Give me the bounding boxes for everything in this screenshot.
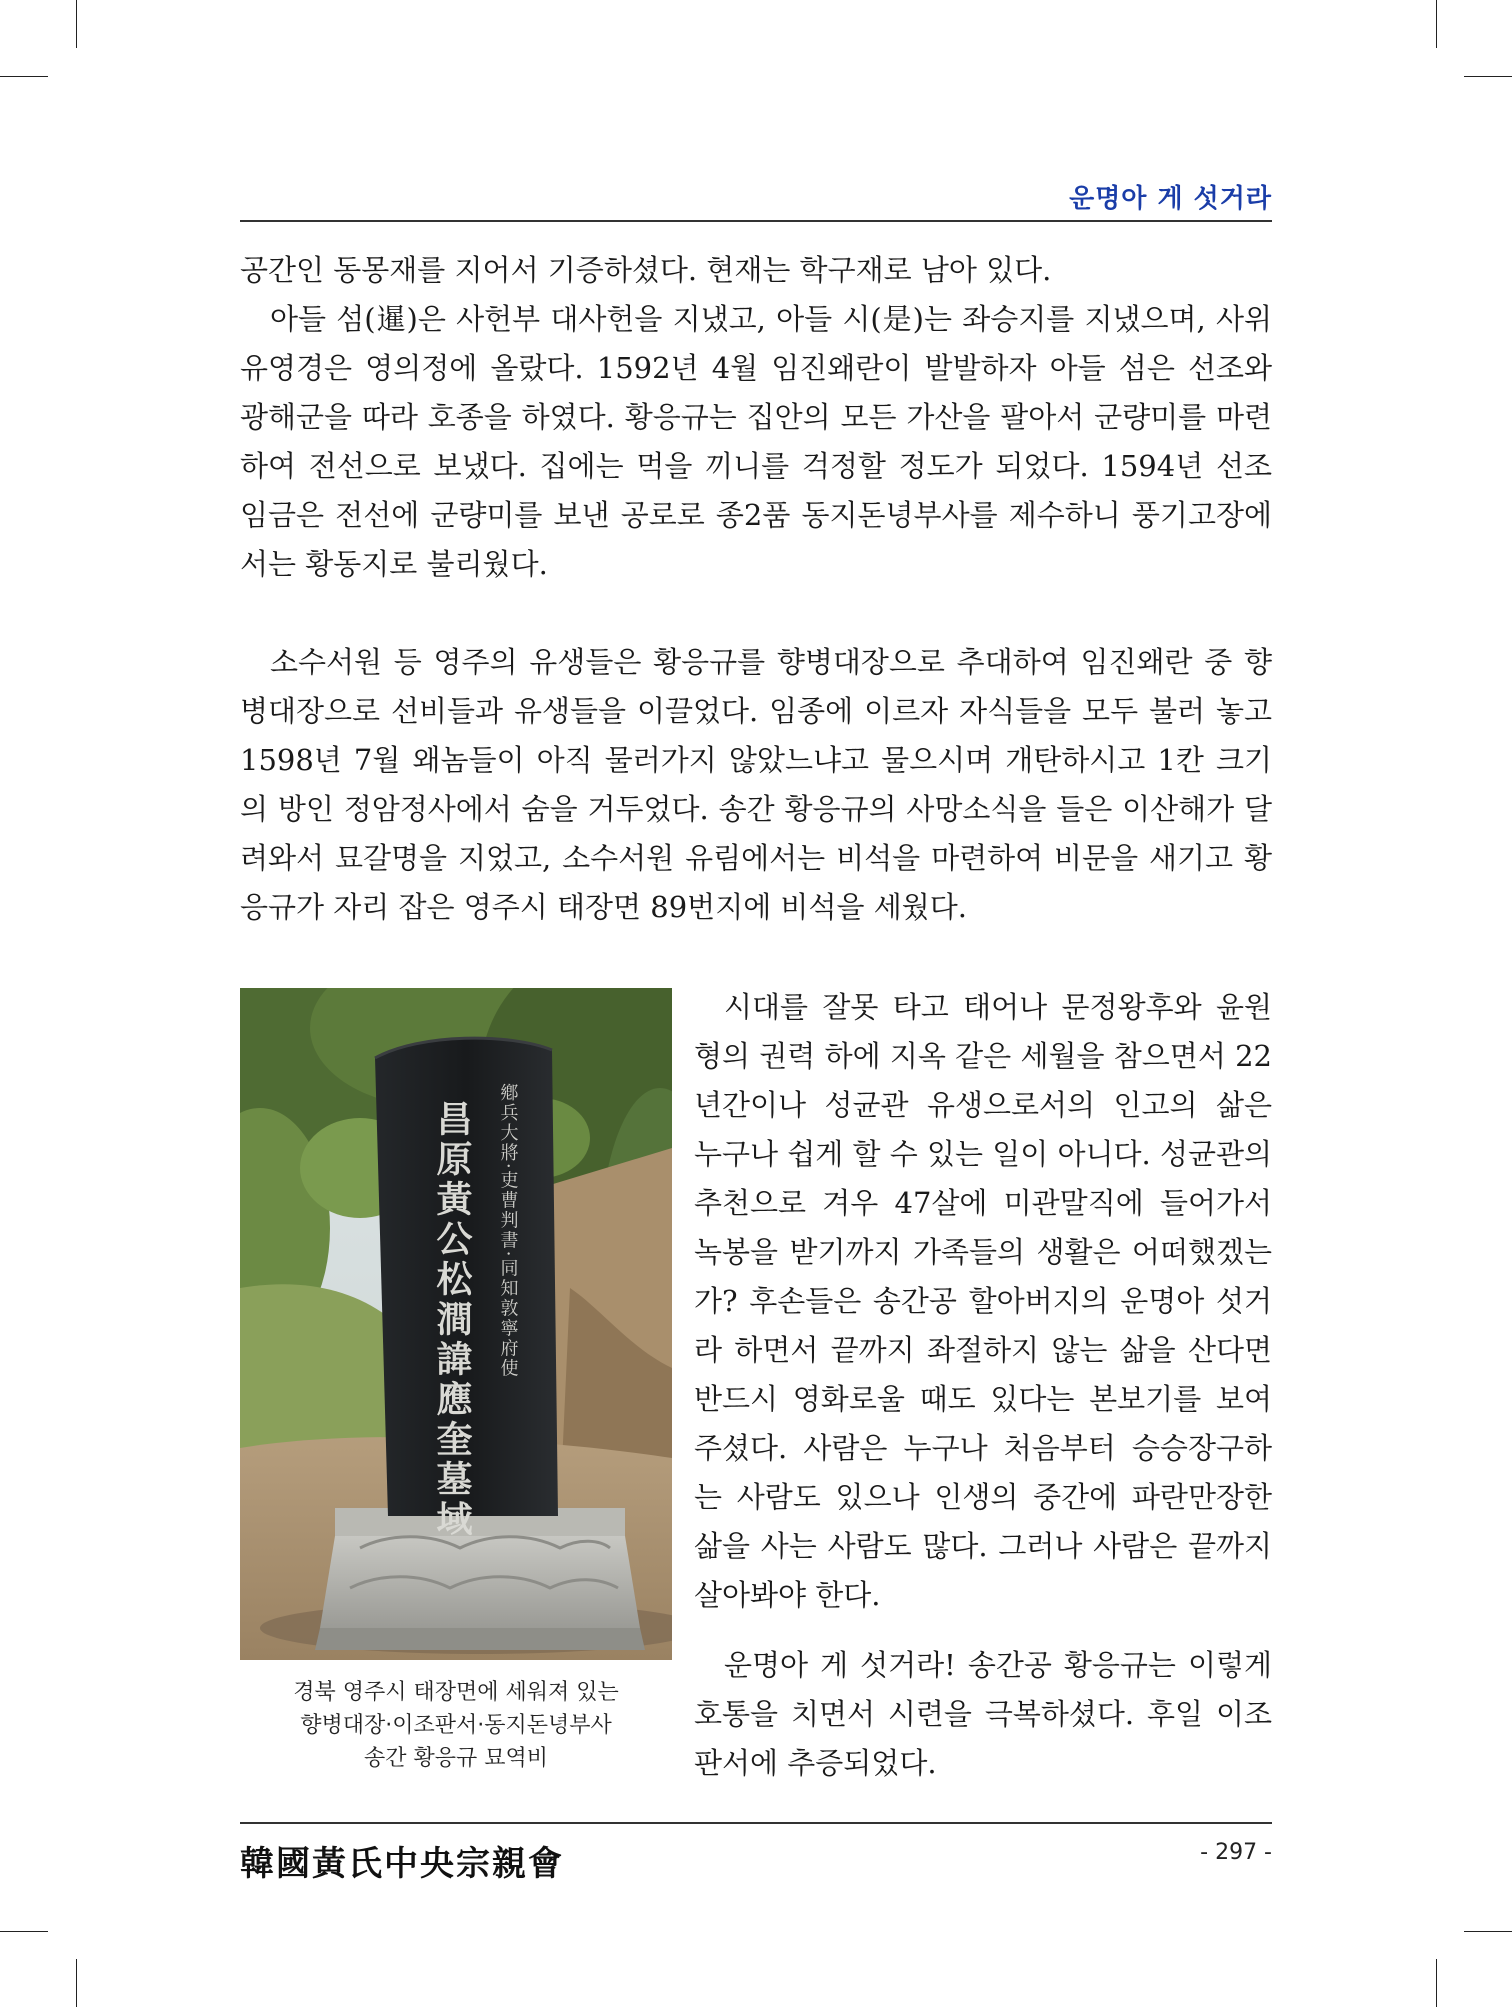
running-header-title: 운명아 게 섯거라: [1069, 184, 1272, 214]
body-text-upper: [240, 246, 1272, 589]
footer-organization: 韓國黃氏中央宗親會: [240, 1844, 564, 1884]
photo-caption: [240, 1676, 672, 1775]
footer-rule: [240, 1822, 1272, 1824]
caption-line: 경북 영주시 태장면에 세워져 있는: [293, 1680, 619, 1705]
inscription-side: 鄕兵大將·吏曹判書·同知敦寧府使: [497, 1083, 519, 1379]
memorial-stone-photo: [240, 988, 672, 1660]
crop-mark: [1464, 1931, 1512, 1932]
inscription-main: 昌原黃公松澗諱應奎墓域: [431, 1100, 473, 1540]
crop-mark: [0, 76, 48, 77]
caption-line: 송간 황응규 묘역비: [363, 1746, 548, 1771]
paragraph: 아들 섬(暹)은 사헌부 대사헌을 지냈고, 아들 시(是)는 좌승지를 지냈으며, 사위 유영경은 영의정에 올랐다. 1592년 4월 임진왜란이 발발하자 아들 섬은 선조와 광해군을 따라 호종을 하였다. 황응규는 집안의 모든 가산을 팔아서 군량미를 마련하여 전선으로 보냈다. 집에는 먹을 끼니를 걱정할 정도가 되었다. 1594년 선조 임금은 전선에 군량미를 보낸 공로로 종2품 동지돈녕부사를 제수하니 풍기고장에서는 황동지로 불리웠다.: [240, 302, 1272, 581]
paragraph: 운명아 게 섯거라! 송간공 황응규는 이렇게 호통을 치면서 시련을 극복하셨다. 후일 이조판서에 추증되었다.: [694, 1648, 1272, 1780]
paragraph: 소수서원 등 영주의 유생들은 황응규를 향병대장으로 추대하여 임진왜란 중 향병대장으로 선비들과 유생들을 이끌었다. 임종에 이르자 자식들을 모두 불러 놓고 1598년 7월 왜놈들이 아직 물러가지 않았느냐고 물으시며 개탄하시고 1칸 크기의 방인 정암정사에서 숨을 거두었다. 송간 황응규의 사망소식을 들은 이산해가 달려와서 묘갈명을 지었고, 소수서원 유림에서는 비석을 마련하여 비문을 새기고 황응규가 자리 잡은 영주시 태장면 89번지에 비석을 세웠다.: [240, 645, 1272, 924]
paragraph: 시대를 잘못 타고 태어나 문정왕후와 윤원형의 권력 하에 지옥 같은 세월을 참으면서 22년간이나 성균관 유생으로서의 인고의 삶은 누구나 쉽게 할 수 있는 일이 아니다. 성균관의 추천으로 겨우 47살에 미관말직에 들어가서 녹봉을 받기까지 가족들의 생활은 어떠했겠는가? 후손들은 송간공 할아버지의 운명아 섯거라 하면서 끝까지 좌절하지 않는 삶을 산다면 반드시 영화로울 때도 있다는 본보기를 보여 주셨다. 사람은 누구나 처음부터 승승장구하는 사람도 있으나 인생의 중간에 파란만장한 삶을 사는 사람도 많다. 그러나 사람은 끝까지 살아봐야 한다.: [694, 990, 1272, 1612]
page-number: - 297 -: [1200, 1840, 1272, 1865]
crop-mark: [0, 1931, 48, 1932]
crop-mark: [76, 0, 77, 48]
crop-mark: [1436, 0, 1437, 48]
body-text-side: [694, 983, 1272, 1788]
header-rule: [240, 220, 1272, 222]
crop-mark: [1436, 1959, 1437, 2007]
body-text-middle: [240, 638, 1272, 932]
crop-mark: [76, 1959, 77, 2007]
crop-mark: [1464, 76, 1512, 77]
caption-line: 향병대장·이조판서·동지돈녕부사: [300, 1713, 612, 1738]
paragraph: 공간인 동몽재를 지어서 기증하셨다. 현재는 학구재로 남아 있다.: [240, 253, 1052, 287]
